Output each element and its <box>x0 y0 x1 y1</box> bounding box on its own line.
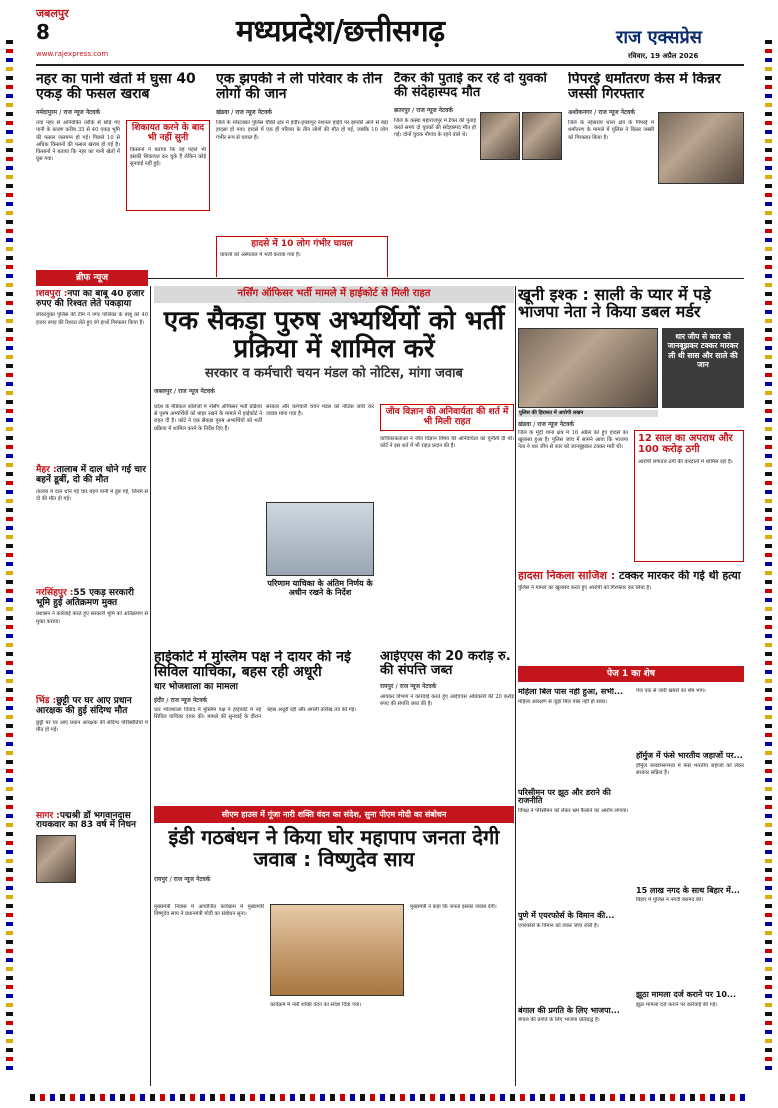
brief-place: भिंड : <box>36 696 57 707</box>
page1-continuation-header <box>518 666 744 686</box>
site-url[interactable]: www.rajexpress.com <box>36 50 109 58</box>
right-title: 15 लाख नगद के साथ बिहार में... <box>636 885 740 895</box>
body-text-2: कार्यक्रम में नारी शक्ति वंदन का संदेश दिया गया। <box>270 1002 362 1008</box>
story-cm <box>154 806 514 1090</box>
box-title: हादसे में 10 लोग गंभीर घायल <box>251 239 353 250</box>
brief-item: नरसिंहपुर :55 एकड़ सरकारी भूमि हुई अतिक्रमण मुक्त प्रशासन ने कार्रवाई करते हुए सरकारी भूमि को अतिक्रमण से मुक्त कराया। <box>36 587 148 625</box>
issue-date: रविवार, 19 अप्रैल 2026 <box>628 52 699 60</box>
body-text-1: मुख्यमंत्री निवास में आयोजित कार्यक्रम में मुख्यमंत्री विष्णुदेव साय ने प्रधानमंत्री मोदी का संबोधन सुना। <box>154 904 264 918</box>
box-title: जीव विज्ञान की अनिवार्यता की शर्त में भी मिली राहत <box>385 407 509 427</box>
label: हादसा निकला साजिश : <box>518 570 616 582</box>
side-note: थार जीप से कार को जानबूझकर टक्कर मारकर ली थी सास और साले की जान <box>662 328 744 408</box>
paper-name: राज एक्सप्रेस <box>616 27 702 48</box>
page1-label: पेज 1 का शेष <box>518 666 744 682</box>
body-text: जिले के कस्बा महाराजपुर में टैंकर की पुताई करते समय दो युवकों की संदेहास्पद मौत हो गई। दोनों युवक नौगांव के रहने वाले थे। <box>394 118 476 139</box>
byline: जबलपुर / राज न्यूज नेटवर्क <box>154 387 215 395</box>
story-canal <box>36 72 210 270</box>
lead-body-3: याचिकाकर्ताओं ने जीव विज्ञान विषय की अनिवार्यता को चुनौती दी थी। कोर्ट ने इस शर्त में भी राहत प्रदान की है। <box>380 436 514 450</box>
brief-title: नपा का बाबू 40 हजार रुपए की रिश्वत लेते पकड़ाया <box>36 290 145 309</box>
photo-victim-2 <box>522 112 562 160</box>
brief-title: तालाब में दाल धोने गई चार बहनें डूबीं, दो की मौत <box>36 465 146 486</box>
headline: एक झपकी ने ली परिवार के तीन लोगों की जान <box>216 72 383 103</box>
body-text: तवा नहर से अनियंत्रित तरीके से छोड़े गए पानी के कारण करीब 35 से 40 एकड़ भूमि की फसल जलमग्न हो गई। पिछले 10 से अधिक किसानों की फसल खराब हो गई है। किसानों ने बताया कि नहर का पानी खेतों में घुस गया। <box>36 120 120 163</box>
headline: खूनी इश्क : साली के प्यार में पड़े भाजपा नेता ने किया डबल मर्डर <box>518 286 711 322</box>
brief-title: 55 एकड़ सरकारी भूमि हुई अतिक्रमण मुक्त <box>36 587 134 608</box>
headline: हाईकोर्ट में मुस्लिम पक्ष ने दायर की नई सिविल याचिका, बहस रही अधूरी <box>154 650 351 681</box>
story-hc <box>154 650 374 798</box>
registration-marks-left <box>6 40 13 1070</box>
body-text: धार भोजशाला विवाद में मुस्लिम पक्ष ने हाईकोर्ट में नई सिविल याचिका दायर की। मामले की सुनवाई के दौरान बहस अधूरी रही और अगली तारीख तय की गई। <box>154 706 357 721</box>
brief-place: शिवपुरी : <box>36 290 68 299</box>
city-label: जबलपुर <box>36 7 69 20</box>
story-conspiracy: हादसा निकला साजिश : टक्कर मारकर की गई थी हत्या पुलिस ने मामले का खुलासा करते हुए आरोपी को गिरफ्तार कर लिया है। <box>518 570 741 591</box>
brief-column <box>36 290 148 1090</box>
brief-title: पद्मश्री डॉ भगवानदास रायकवार का 83 वर्ष में निधन <box>36 810 137 831</box>
mid-title: परिसीमन पर झूठ और डराने की राजनीति <box>518 787 611 806</box>
byline: इंदौर / राज न्यूज नेटवर्क <box>154 696 208 704</box>
byline: खंडवा / राज न्यूज नेटवर्क <box>216 109 273 117</box>
info-box: शिकायत करने के बाद भी नहीं सुनी किसानों ने बताया कि वह पहले भी इसकी शिकायत कर चुके हैं लेकिन कोई सुनवाई नहीं हुई। <box>126 120 210 210</box>
right-title: झूठा मामला दर्ज कराने पर 10... <box>636 990 737 1000</box>
photo-court <box>266 502 374 576</box>
headline: इंडी गठबंधन ने किया घोर महापाप जनता देगी जवाब : विष्णुदेव साय <box>168 825 500 871</box>
subhead: धार भोजशाला का मामला <box>154 682 238 693</box>
cm-kicker: सीएम हाउस में गूंजा नारी शक्ति वंदन का संदेश, सुना पीएम मोदी का संबोधन <box>154 806 514 823</box>
brief-title: छुट्टी पर घर आए प्रधान आरक्षक की हुई संदिग्ध मौत <box>36 696 132 717</box>
photo-obituary <box>36 835 76 883</box>
photo-caption: पुलिस की हिरासत में आरोपी लखन <box>518 410 658 417</box>
photo-caption: परिणाम याचिका के अंतिम निर्णय के अधीन रखने के निर्देश <box>267 579 373 597</box>
box-title: शिकायत करने के बाद भी नहीं सुनी <box>131 123 205 143</box>
registration-marks-right <box>765 40 772 1070</box>
lead-body-1: प्रदेश के मेडिकल कॉलेजों में नर्सिंग ऑफिसर भर्ती प्रक्रिया से पुरुष अभ्यर्थियों को बाहर रखने के मामले में हाईकोर्ट ने राहत दी है। कोर्ट ने एक सैकड़ा पुरुष अभ्यर्थियों को भर्ती प्रक्रिया में शामिल करने के निर्देश दिए हैं। <box>154 404 262 432</box>
story-tanker <box>394 72 562 270</box>
byline: अशोकनगर / राज न्यूज नेटवर्क <box>568 109 635 117</box>
body-text: आयकर विभाग ने कार्रवाई करते हुए आईएएस अधिकारी की 20 करोड़ रुपए की संपत्ति जब्त की है। <box>380 694 514 708</box>
story-ias <box>380 650 514 798</box>
brief-place: सागर : <box>36 810 60 821</box>
masthead <box>36 6 744 70</box>
right-title: हॉर्मुज में फंसे भारतीय जहाजों पर... <box>636 751 743 760</box>
lead-kicker: नर्सिंग ऑफिसर भर्ती मामले में हाईकोर्ट से मिली राहत <box>154 286 514 303</box>
right-column: पेज एक से जारी खबरों का शेष भाग। हॉर्मुज में फंसे भारतीय जहाजों पर... हॉर्मुज जलडमरूमध्य में फंसे भारतीय जहाजों को लेकर सरकार सक्रिय है। 15 लाख नगद के साथ बिहार में... बिहार में पुलिस ने नगदी बरामद की। झूठा मामला दर्ज कराने पर 10... झूठा मामला दर्ज कराने पर कार्रवाई की गई। <box>636 688 744 1008</box>
headline: नहर का पानी खेतों में घुसा 40 एकड़ की फसल खराब <box>36 72 196 103</box>
lead-headline: एक सैकड़ा पुरुष अभ्यर्थियों को भर्ती प्रक्रिया में शामिल करें <box>163 305 505 364</box>
photo-arrest <box>658 112 744 184</box>
byline: छतरपुर / राज न्यूज नेटवर्क <box>394 107 453 115</box>
byline: नर्मदापुरम / राज न्यूज नेटवर्क <box>36 109 101 117</box>
body-text-3: मुख्यमंत्री ने कहा कि जनता इसका जवाब देगी। <box>410 904 497 910</box>
headline: टैंकर की पुताई कर रहे दो युवकों की संदेहास्पद मौत <box>394 72 547 101</box>
headline: आईएएस की 20 करोड़ रु. की संपत्ति जब्त <box>380 650 511 679</box>
mid-title: महिला बिल पास नहीं हुआ, सभी... <box>518 688 624 696</box>
photo-victim-1 <box>480 112 520 160</box>
brief-place: मैहर : <box>36 465 57 476</box>
byline: रायपुर / राज न्यूज नेटवर्क <box>154 876 211 884</box>
story-murder <box>518 286 744 566</box>
section-title: मध्यप्रदेश/छत्तीसगढ़ <box>236 14 445 49</box>
brief-item: शिवपुरी :नपा का बाबू 40 हजार रुपए की रिश्वत लेते पकड़ाया लोकायुक्त पुलिस की टीम ने नगर पालिका के बाबू को 40 हजार रुपए की रिश्वत लेते हुए रंगे हाथों गिरफ्तार किया है। <box>36 290 148 326</box>
masthead-rule <box>36 64 744 66</box>
lead-story <box>154 286 514 638</box>
story-accident <box>216 72 388 277</box>
registration-marks-bottom <box>30 1094 750 1101</box>
headline: टक्कर मारकर की गई थी हत्या <box>619 570 741 582</box>
brief-item <box>36 812 148 883</box>
body-text: जिले के मोरटक्का पुलिस चौकी क्षेत्र में इंदौर-इच्छापुर नेशनल हाईवे पर झपकी आने से बड़ा हादसा हो गया। हादसे में एक ही परिवार के तीन लोगों की मौत हो गई, जबकि 10 लोग गंभीर रूप से घायल हैं। <box>216 120 388 141</box>
fraud-box: 12 साल का अपराध और 100 करोड़ ठगी आरोपी लगातार ठगी की वारदातों में शामिल रहा है। <box>634 430 744 562</box>
mid-title: पुणे में एयरफोर्स के विमान की... <box>518 910 615 920</box>
body-text: जिले के मूंदी थाना क्षेत्र में 16 अप्रैल को हुए हादसे का खुलासा हुआ है। पुलिस जांच में सामने आया कि भाजपा नेता ने थार जीप से कार को जानबूझकर टक्कर मारी थी। <box>518 430 628 451</box>
byline: खंडवा / राज न्यूज नेटवर्क <box>518 421 575 428</box>
info-box: हादसे में 10 लोग गंभीर घायल घायलों को अस्पताल में भर्ती कराया गया है। <box>216 236 388 277</box>
brief-item: मैहर :तालाब में दाल धोने गई चार बहनें डूबीं, दो की मौत तालाब में दाल धोने गई चार बहनें पानी में डूब गईं, जिनमें से दो की मौत हो गई। <box>36 465 148 503</box>
story-conversion <box>568 72 744 270</box>
body-text: जिले के नईसराय थाना क्षेत्र के पिपरई में धर्मांतरण के मामले में पुलिस ने किन्नर जस्सी को गिरफ्तार किया है। <box>568 120 654 141</box>
lead-body-2: सरकार और कर्मचारी चयन मंडल को नोटिस जारी कर जवाब मांगा गया है। <box>266 404 374 418</box>
photo-event <box>270 904 404 996</box>
brief-place: नरसिंहपुर : <box>36 587 74 598</box>
headline: पिपरई धर्मांतरण केस में किन्नर जस्सी गिरफ्तार <box>568 72 721 103</box>
page-number: 8 <box>36 20 50 44</box>
brief-news-label: ब्रीफ न्यूज <box>36 270 148 286</box>
lead-box <box>380 404 514 431</box>
photo-accused <box>518 328 658 408</box>
box-title: 12 साल का अपराध और 100 करोड़ ठगी <box>638 433 733 455</box>
mid-title: बंगाल की प्रगति के लिए भाजपा... <box>518 1005 620 1015</box>
lead-subtitle: सरकार व कर्मचारी चयन मंडल को नोटिस, मांगा जवाब <box>205 365 463 381</box>
byline: रायपुर / राज न्यूज नेटवर्क <box>380 683 437 691</box>
brief-item: भिंड :छुट्टी पर घर आए प्रधान आरक्षक की हुई संदिग्ध मौत छुट्टी पर घर आए प्रधान आरक्षक की संदिग्ध परिस्थितियों में मौत हो गई। <box>36 696 148 733</box>
mid-column: महिला बिल पास नहीं हुआ, सभी... महिला आरक्षण से जुड़ा बिल पास नहीं हो सका। परिसीमन पर झूठ और डराने की राजनीति विपक्ष ने परिसीमन को लेकर भ्रम फैलाने का आरोप लगाया। पुणे में एयरफोर्स के विमान की... एयरफोर्स के विमान को लेकर जांच जारी है। बंगाल की प्रगति के लिए भाजपा... बंगाल की प्रगति के लिए भाजपा प्रतिबद्ध है। <box>518 688 629 1024</box>
